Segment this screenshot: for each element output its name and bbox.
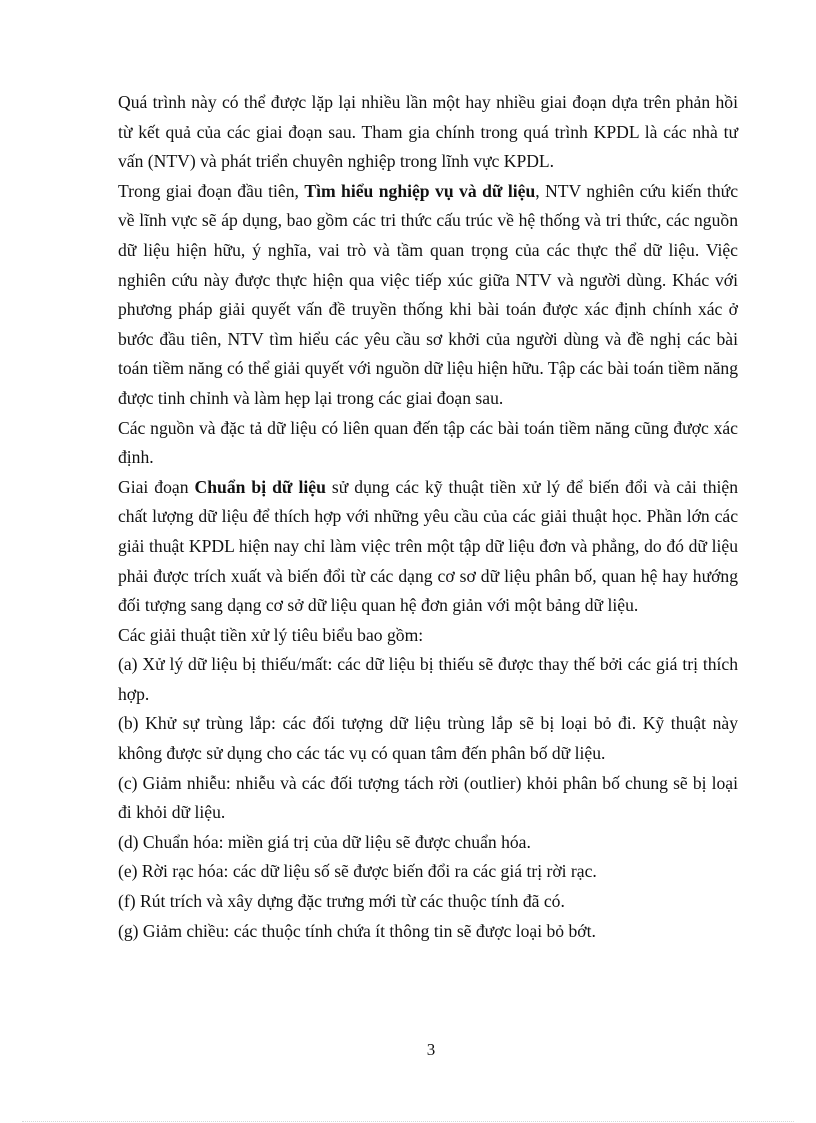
term-data-preparation: Chuẩn bị dữ liệu [194,476,326,497]
list-item-missing-data: (a) Xử lý dữ liệu bị thiếu/mất: các dữ liệu bị thiếu sẽ được thay thế bởi các giá trị thích hợp. [118,654,738,704]
paragraph-data-preparation [118,473,738,621]
paragraph-text: Giai đoạn [118,476,195,497]
paragraph-preprocessing-intro: Các giải thuật tiền xử lý tiêu biểu bao gồm: [118,624,424,645]
page-bottom-divider [22,1121,794,1122]
list-item-deduplication: (b) Khử sự trùng lắp: các đối tượng dữ liệu trùng lắp sẽ bị loại bỏ đi. Kỹ thuật này không được sử dụng cho các tác vụ có quan tâm đến phân bố dữ liệu. [118,713,738,764]
paragraph-text: Trong giai đoạn đầu tiên, [118,180,305,201]
paragraph-text: sử dụng các kỹ thuật tiền xử lý để biến đổi và cải thiện chất lượng dữ liệu để thích hợp với những yêu cầu của các giải thuật học. Phần lớn các giải thuật KPDL hiện nay chỉ làm việc trên một tập dữ liệu đơn và phẳng, do đó dữ liệu phải được trích xuất và biến đổi từ các dạng cơ sơ dữ liệu phân bố, quan hệ hay hướng đối tượng sang dạng cơ sở dữ liệu quan hệ đơn giản với một bảng dữ liệu. [118,476,738,616]
list-item-discretization: (e) Rời rạc hóa: các dữ liệu số sẽ được biến đổi ra các giá trị rời rạc. [118,861,597,882]
paragraph-process-repeat: Quá trình này có thể được lặp lại nhiều lần một hay nhiều giai đoạn dựa trên phản hồi từ kết quả của các giai đoạn sau. Tham gia chính trong quá trình KPDL là các nhà tư vấn (NTV) và phát triển chuyên nghiệp trong lĩnh vực KPDL. [118,92,738,172]
page-number: 3 [426,1040,436,1059]
page-body [118,88,738,946]
paragraph-business-understanding [118,177,738,414]
term-business-data-understanding: Tìm hiểu nghiệp vụ và dữ liệu [304,180,536,201]
list-item-dimensionality-reduction: (g) Giảm chiều: các thuộc tính chứa ít thông tin sẽ được loại bỏ bớt. [118,920,596,941]
paragraph-text: , NTV nghiên cứu kiến thức về lĩnh vực sẽ áp dụng, bao gồm các tri thức cấu trúc về hệ thống và tri thức, các nguồn dữ liệu hiện hữu, ý nghĩa, vai trò và tầm quan trọng của các thực thể dữ liệu. Việc nghiên cứu này được thực hiện qua việc tiếp xúc giữa NTV và người dùng. Khác với phương pháp giải quyết vấn đề truyền thống khi bài toán được xác định chính xác ở bước đầu tiên, NTV tìm hiểu các yêu cầu sơ khởi của người dùng và đề nghị các bài toán tiềm năng có thể giải quyết với nguồn dữ liệu hiện hữu. Tập các bài toán tiềm năng được tinh chỉnh và làm hẹp lại trong các giai đoạn sau. [118,180,738,408]
list-item-noise-reduction: (c) Giảm nhiễu: nhiễu và các đối tượng tách rời (outlier) khỏi phân bố chung sẽ bị loại đi khỏi dữ liệu. [118,772,738,823]
paragraph-data-sources: Các nguồn và đặc tả dữ liệu có liên quan đến tập các bài toán tiềm năng cũng được xác định. [118,417,738,468]
list-item-feature-extraction: (f) Rút trích và xây dựng đặc trưng mới từ các thuộc tính đã có. [118,891,565,912]
list-item-normalization: (d) Chuẩn hóa: miền giá trị của dữ liệu sẽ được chuẩn hóa. [118,831,531,852]
